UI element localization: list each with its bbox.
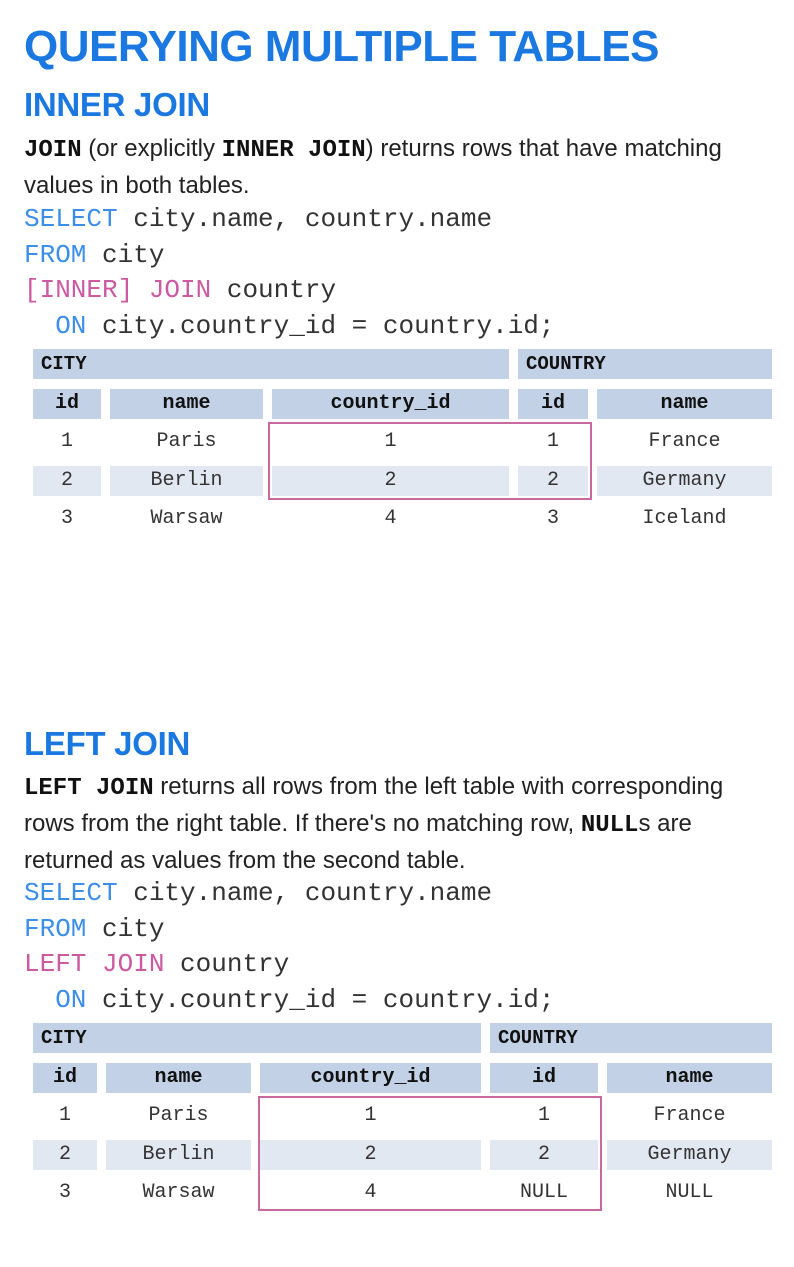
table-group-city: CITY	[33, 349, 509, 379]
column-header-country-id: country_id	[272, 389, 509, 419]
code-keyword: LEFT JOIN	[24, 949, 165, 979]
code-text: city	[86, 913, 165, 944]
code-text: city.country_id = country.id;	[86, 310, 555, 341]
table-cell: 1	[58, 1104, 71, 1127]
table-cell: 3	[60, 507, 73, 530]
inner-join-code-block	[24, 202, 555, 344]
code-keyword: ON	[24, 984, 87, 1015]
table-cell: 1	[364, 1104, 377, 1127]
table-cell: France	[648, 430, 721, 453]
table-cell: 2	[518, 466, 588, 496]
code-text: city.country_id = country.id;	[86, 984, 555, 1015]
table-group-country: COUNTRY	[490, 1023, 772, 1053]
column-header-city-id: id	[33, 389, 101, 419]
code-text: city.name, country.name	[117, 204, 493, 234]
code-line	[24, 309, 555, 345]
column-header-country-name: name	[607, 1063, 772, 1093]
code-line	[24, 912, 555, 948]
left-join-code-block	[24, 876, 555, 1018]
table-cell: 2	[33, 466, 101, 496]
code-keyword: ON	[24, 310, 87, 341]
table-cell: Berlin	[106, 1140, 251, 1170]
table-cell: 3	[58, 1181, 71, 1204]
inner-desc-text-2: ) returns rows that have matching values in both tables.	[24, 135, 722, 199]
table-cell: 1	[537, 1104, 550, 1127]
column-header-country-id: country_id	[260, 1063, 481, 1093]
table-cell: Paris	[148, 1104, 209, 1127]
table-cell: 2	[260, 1140, 481, 1170]
code-line	[24, 983, 555, 1019]
table-cell: 1	[384, 430, 397, 453]
inner-desc-text-1: (or explicitly	[81, 135, 222, 162]
left-join-heading: LEFT JOIN	[24, 725, 190, 762]
code-text: country	[164, 949, 290, 979]
code-line	[24, 273, 555, 309]
table-cell: Warsaw	[142, 1181, 215, 1204]
code-keyword: FROM	[24, 913, 87, 944]
table-cell: 2	[272, 466, 509, 496]
left-desc-keyword-left-join: LEFT JOIN	[24, 775, 154, 802]
table-group-city: CITY	[33, 1023, 481, 1053]
matching-rows-highlight	[268, 422, 592, 500]
code-keyword: SELECT	[24, 878, 118, 908]
table-cell: 1	[546, 430, 559, 453]
column-header-country-name: name	[597, 389, 772, 419]
page-title: QUERYING MULTIPLE TABLES	[24, 22, 659, 71]
inner-desc-keyword-inner-join: INNER JOIN	[221, 137, 366, 164]
table-cell: Germany	[607, 1140, 772, 1170]
code-keyword: SELECT	[24, 204, 118, 234]
table-cell: Iceland	[642, 507, 727, 530]
table-cell: Germany	[597, 466, 772, 496]
code-text: country	[211, 275, 337, 305]
table-cell: 2	[490, 1140, 598, 1170]
table-cell: 2	[33, 1140, 97, 1170]
code-keyword: [INNER] JOIN	[24, 275, 212, 305]
table-cell: Warsaw	[150, 507, 223, 530]
column-header-country-pk: id	[518, 389, 588, 419]
column-header-city-id: id	[33, 1063, 97, 1093]
code-line	[24, 202, 555, 238]
left-desc-text-1: returns all rows from the left table with corresponding rows from the right table. If there's no matching row,	[24, 773, 724, 837]
column-header-city-name: name	[110, 389, 263, 419]
table-cell: NULL	[519, 1181, 568, 1204]
table-cell: 4	[364, 1181, 377, 1204]
table-cell: France	[653, 1104, 726, 1127]
inner-join-description	[24, 131, 769, 203]
left-desc-keyword-null: NULL	[580, 812, 639, 839]
code-keyword: FROM	[24, 239, 87, 270]
column-header-city-name: name	[106, 1063, 251, 1093]
left-desc-text-2: s are returned as values from the second table.	[24, 810, 692, 874]
table-cell: NULL	[665, 1181, 714, 1204]
code-line	[24, 876, 555, 912]
code-text: city	[86, 239, 165, 270]
table-cell: 1	[60, 430, 73, 453]
table-group-country: COUNTRY	[518, 349, 772, 379]
inner-desc-keyword-join: JOIN	[24, 137, 82, 164]
table-cell: 4	[384, 507, 397, 530]
table-cell: Berlin	[110, 466, 263, 496]
table-cell: Paris	[156, 430, 217, 453]
code-line	[24, 947, 555, 983]
left-join-description	[24, 769, 769, 878]
inner-join-heading: INNER JOIN	[24, 86, 210, 123]
table-cell: 3	[546, 507, 559, 530]
column-header-country-pk: id	[490, 1063, 598, 1093]
matching-rows-highlight	[258, 1096, 602, 1211]
code-line	[24, 238, 555, 274]
code-text: city.name, country.name	[117, 878, 493, 908]
